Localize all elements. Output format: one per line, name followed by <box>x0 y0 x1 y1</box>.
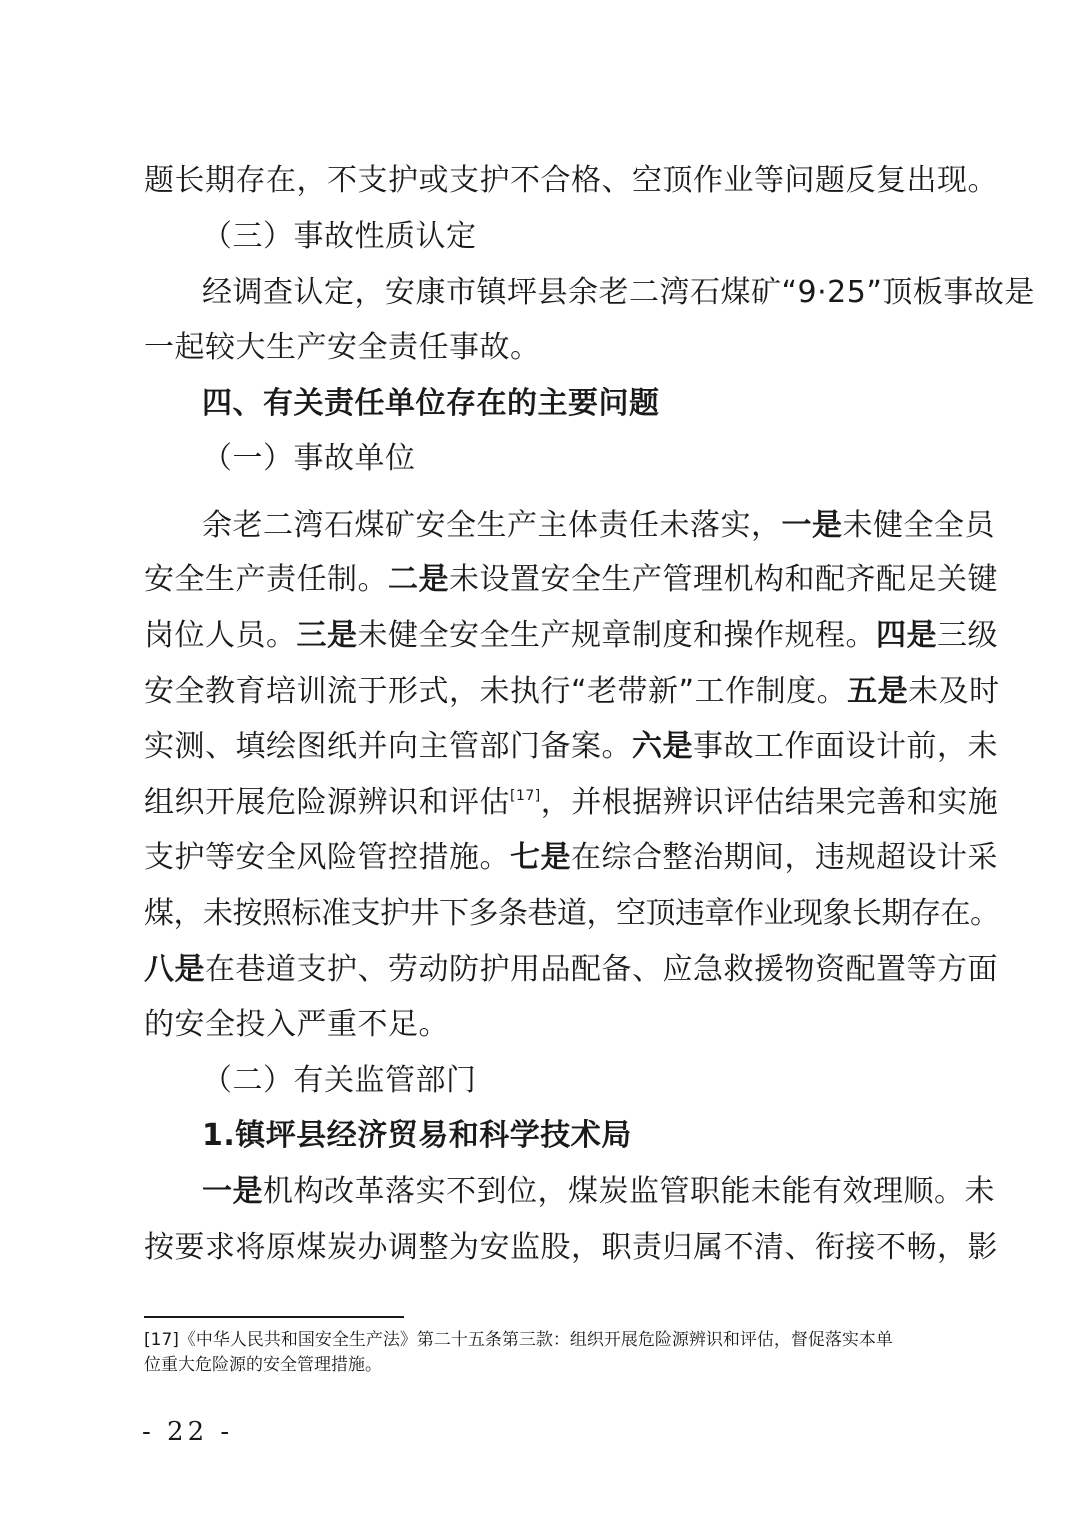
body-line <box>144 775 998 831</box>
text: 的安全投入严重不足。 <box>144 1007 449 1042</box>
page-number: - 22 - <box>142 1417 234 1447</box>
body-line <box>202 265 1035 321</box>
body-line <box>144 942 998 998</box>
text: 安全生产责任制。 <box>144 562 388 597</box>
body-line <box>202 1164 995 1220</box>
footnote-line: [17]《中华人民共和国安全生产法》第二十五条第三款：组织开展危险源辨识和评估，督促落实本单 <box>144 1330 893 1350</box>
bold-text: 六是 <box>632 729 693 764</box>
text: 安全教育培训流于形式，未执行“老带新”工作制度。 <box>144 674 848 709</box>
text: 按要求将原煤炭办调整为安监股，职责归属不清、衔接不畅，影 <box>144 1230 998 1265</box>
text: 组织开展危险源辨识和评估 <box>144 785 510 820</box>
bold-text: 八是 <box>144 952 205 987</box>
item-heading-1 <box>202 1108 632 1164</box>
text: 在综合整治期间，违规超设计采 <box>571 840 998 875</box>
text: （一）事故单位 <box>202 441 416 476</box>
text: 在巷道支护、劳动防护用品配备、应急救援物资配置等方面 <box>205 952 998 987</box>
footnote-line: 位重大危险源的安全管理措施。 <box>144 1355 382 1375</box>
subsection-heading-2 <box>202 1053 477 1109</box>
text: 实测、填绘图纸并向主管部门备案。 <box>144 729 632 764</box>
footnote-divider <box>144 1316 404 1318</box>
bold-text: 一是 <box>202 1174 263 1209</box>
text: 一起较大生产安全责任事故。 <box>144 330 541 365</box>
text: 1.镇坪县经济贸易和科学技术局 <box>202 1118 632 1153</box>
body-line <box>144 1220 998 1276</box>
text: 事故工作面设计前，未 <box>693 729 998 764</box>
section-heading-4 <box>202 376 660 432</box>
text: 煤，未按照标准支护井下多条巷道，空顶违章作业现象长期存在。 <box>144 896 1000 931</box>
text: 未健全安全生产规章制度和操作规程。 <box>357 618 876 653</box>
text: 未及时 <box>908 674 1000 709</box>
text: 四、有关责任单位存在的主要问题 <box>202 386 660 421</box>
text: 未设置安全生产管理机构和配齐配足关键 <box>449 562 998 597</box>
text: （二）有关监管部门 <box>202 1063 477 1098</box>
body-line <box>144 719 998 775</box>
body-line <box>144 608 998 664</box>
bold-text: 二是 <box>388 562 449 597</box>
body-line <box>144 552 998 608</box>
footnote-reference[interactable]: [17] <box>510 788 541 804</box>
text: 机构改革落实不到位，煤炭监管职能未能有效理顺。未 <box>263 1174 995 1209</box>
text: 支护等安全风险管控措施。 <box>144 840 510 875</box>
bold-text: 七是 <box>510 840 571 875</box>
body-line <box>144 997 449 1053</box>
bold-text: 五是 <box>847 674 909 709</box>
bold-text: 三是 <box>296 618 358 653</box>
text: ，并根据辨识评估结果完善和实施 <box>540 785 999 820</box>
body-line <box>202 498 995 554</box>
subsection-heading-3 <box>202 209 477 265</box>
bold-text: 一是 <box>781 508 843 543</box>
text: （三）事故性质认定 <box>202 219 477 254</box>
text: 未健全全员 <box>842 508 995 543</box>
text: 题长期存在，不支护或支护不合格、空顶作业等问题反复出现。 <box>144 163 998 198</box>
text: 余老二湾石煤矿安全生产主体责任未落实， <box>202 508 782 543</box>
text: 岗位人员。 <box>144 618 297 653</box>
body-line <box>144 153 998 209</box>
body-line <box>144 886 1000 942</box>
subsection-heading-1 <box>202 431 416 487</box>
body-line <box>144 320 541 376</box>
text: 三级 <box>937 618 998 653</box>
body-line <box>144 830 998 886</box>
text: 经调查认定，安康市镇坪县余老二湾石煤矿“9·25”顶板事故是 <box>202 275 1035 310</box>
body-line <box>144 664 1000 720</box>
bold-text: 四是 <box>876 618 937 653</box>
